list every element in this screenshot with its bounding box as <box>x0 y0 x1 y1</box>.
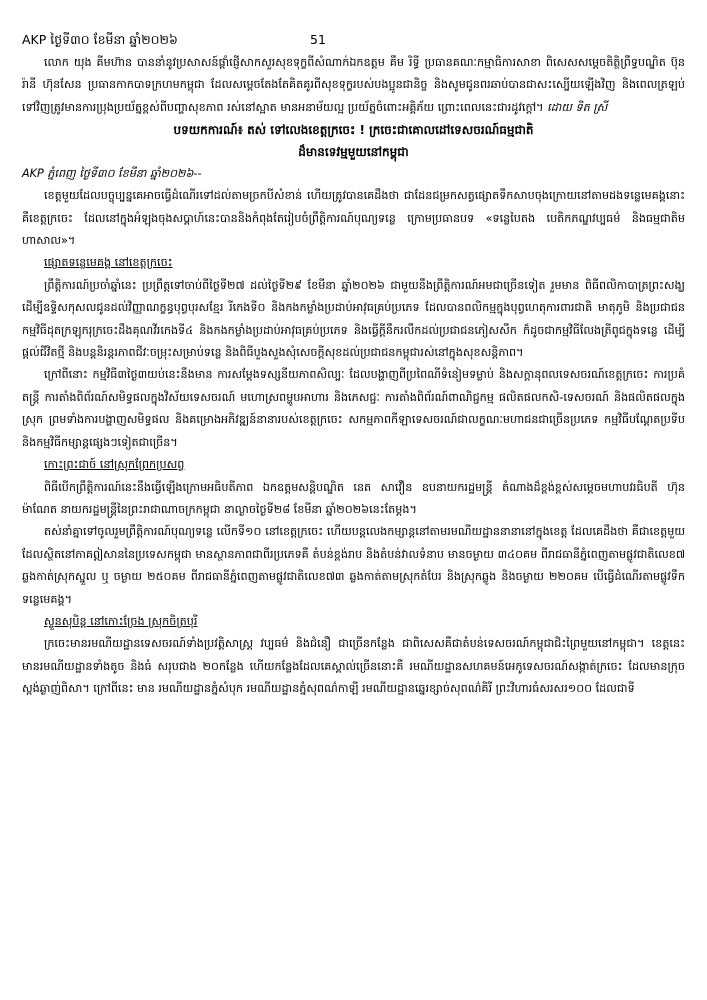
article-dateline: AKP ភ្នំពេញ ថ្ងៃទី៣០ ខែមីនា ឆ្នាំ២០២៦-- <box>22 167 202 181</box>
photo-caption-2: កោះព្រះជាច៍ នៅស្រុកព្រែកប្រសព្វ <box>44 458 185 472</box>
byline: ដោយ ទិត ស្រី <box>547 100 608 114</box>
article-paragraph-5: តស់នាំគ្នាទៅចូលរួមព្រឹត្តិការណ៍បុណ្យទន្លេ លើកទី១០ នៅខេត្តក្រចេះ ហើយបន្តលេងកម្សាន្តនៅតាមរមណីយដ្ឋាននានានៅក្នុងខេត្ត ដែលគេដឹងថា គឺជាខេត្តមួយដែលស្ថិតនៅភាគឦសាននៃប្រទេសកម្ពុជា មានស្ថានភាពជាពីរប្រភេទគឺ តំបន់ខ្ពង់រាប និងតំបន់វាលទំនាប មានចម្ងាយ ៣៤០គម ពីរាជធានីភ្នំពេញតាមផ្លូវជាតិលេខ៧ ឆ្លងកាត់ស្រុកស្នួល ឬ ចម្ងាយ ២៥០គម ពីរាជធានីភ្នំពេញតាមផ្លូវជាតិលេខ៧៣ ឆ្លងកាត់តាមស្រុកតំបែរ និងស្រុកឆ្លូង និងចម្ងាយ ២២០គម បើធ្វើដំណើរតាមផ្លូវទឹកទន្លេមេគង្គ។ <box>22 525 685 606</box>
article-paragraph-1: ខេត្តមួយដែលបច្ចុប្បន្នគេអាចធ្វើដំណើរទៅដល់តាមច្រកបីសំខាន់ ហើយត្រូវបានគេដឹងថា ជាដែនជម្រកសត្វផ្សោតទឹកសាបចុងក្រោយនៅតាមដងទន្លេមេគង្គនោះ គឺខេត្តក្រចេះ ដែលនៅក្នុងអំឡុងចុងសប្ដាហ៍នេះបាននិងកំពុងតែរៀបចំព្រឹត្តិការណ៍បុណ្យទន្លេ ក្រោមប្រធានបទ «ទន្លេបៃតង បេតិកភណ្ឌវប្បធម៌ និងធម្មជាតិមហាសាល»។ <box>22 189 685 248</box>
intro-paragraph <box>22 52 685 119</box>
article-paragraph-3: ក្រៅពីនោះ កម្មវិធី៣ថ្ងៃ៣យប់នេះនឹងមាន ការសម្ដែងទស្សនីយភាពសិល្បៈ ដែលបង្ហាញពីប្រពៃណីទំនៀមទម្លាប់ និងសក្ដានុពលទេសចរណ៍ខេត្តក្រចេះ ការប្រគំតន្ត្រី ការតាំងពិព័រណ៍សមិទ្ធផលក្នុងវិស័យទេសចរណ៍ មហោស្រពម្ហូបអាហារ និងភេសជ្ជៈ ការតាំងពិព័រណ៍ពាណិជ្ជកម្ម ផលិតផលកសិ-ទេសចរណ៍ និងផលិតផលក្នុងស្រុក ព្រមទាំងការបង្ហាញសមិទ្ធផល និងគម្រោងអភិវឌ្ឍន៍នានារបស់ខេត្តក្រចេះ សកម្មភាពកីឡាទេសចរណ៍ជាលក្ខណៈមហាជនជាច្រើនប្រភេទ កម្មវិធីបណ្ដែតប្រទីប និងកម្មវិធីកម្សាន្តផ្សេងៗទៀតជាច្រើន។ <box>22 368 685 449</box>
article-headline-line-2: ដ៏មានទេវម្មមួយនៅកម្ពុជា <box>298 145 409 160</box>
intro-text: លោក យុង គីមហ៊ាន បាននាំនូវប្រសាសន៍ផ្ដាំផ្ញើសាកសួរសុខទុក្ខពីសំណាក់ឯកឧត្តម គឹម រិទ្ធី ប្រធានគណៈកម្មាធិការសាខា ពិសេសសម្ដេចតិត្ថិព្រឹទ្ធបណ្ឌិត ប៊ុន រ៉ានី ហ៊ុនសែន ប្រធានកាកបាទក្រហមកម្ពុជា ដែលសម្ដេចតែងតែគិតគូរពីសុខទុក្ខរបស់បងប្អូនជានិច្ច និងសូមជូនពរឆាប់បានជាសះស្បើយឡើងវិញ និងពេលត្រឡប់ទៅវិញត្រូវមានការប្រុងប្រយ័ត្នខ្ពស់ពីបញ្ហាសុខភាព រស់នៅស្អាត មានអនាម័យល្អ ប្រយ័ត្នចំពោះអគ្គិភ័យ ព្រោះពេលនេះជារដូវក្ដៅ។ <box>22 56 685 114</box>
photo-caption-1: ផ្សោតទន្លេមេគង្គ នៅខេត្តក្រចេះ <box>44 256 173 270</box>
article-headline-line-1: បទយកការណ៍៖ តស់ ទៅលេងខេត្តក្រចេះ ! ក្រចេះជាគោលដៅទេសចរណ៍ធម្មជាតិ <box>173 123 534 138</box>
page-header <box>22 28 685 52</box>
page-number: 51 <box>310 32 326 47</box>
header-date: AKP ថ្ងៃទី៣០ ខែមីនា ឆ្នាំ២០២៦ <box>22 32 178 47</box>
article-paragraph-6: ក្រចេះមានរមណីយដ្ឋានទេសចរណ៍ទាំងប្រវត្តិសាស្ត្រ វប្បធម៌ និងជំនឿ ជាច្រើនកន្លែង ជាពិសេសគឺជាតំបន់ទេសចរណ៍កម្ពុជាជិះព្រៃមួយនៅកម្ពុជា។ ខេត្តនេះ មានរមណីយដ្ឋានទាំងតូច និងធំ សរុបជាង ២០កន្លែង ហើយកន្លែងដែលគេស្គាល់ច្រើននោះគឺ រមណីយដ្ឋានសហគមន៍អេកូទេសចរណ៍សង្កាត់ក្រចេះ ដែលមានក្រុចស្ពង់ឆ្ងាញ់ពិសា។ ក្រៅពីនេះ មាន រមណីយដ្ឋានភ្នំសំបុក រមណីយដ្ឋានភ្នំសុពណ៌កាឡី រមណីយដ្ឋានឆ្នេរខ្សាច់សុពណ៌គិរី ព្រះវិហារធំសរសរ១០០ ដែលជាទី <box>22 637 685 696</box>
photo-caption-3: ស្ទួនសុបិន្ត នៅកោះច្រែង ស្រុកចិត្របុរី <box>44 614 198 628</box>
article-paragraph-4: ពិធីបើកព្រឹត្តិការណ៍នេះនឹងធ្វើឡើងក្រោមអធិបតីភាព ឯកឧត្តមសន្តិបណ្ឌិត នេត សាវឿន ឧបនាយករដ្ឋមន្ត្រី តំណាងដ៏ខ្ពង់ខ្ពស់សម្ដេចមហាបវរធិបតី ហ៊ុន ម៉ាណែត នាយករដ្ឋមន្ត្រីនៃព្រះរាជាណាចក្រកម្ពុជា នាល្ងាចថ្ងៃទី២៨ ខែមីនា ឆ្នាំ២០២៦នេះតែម្ដង។ <box>22 480 685 516</box>
article-paragraph-2: ព្រឹត្តិការណ៍ប្រចាំឆ្នាំនេះ ប្រព្រឹត្តទៅចាប់ពីថ្ងៃទី២៧ ដល់ថ្ងៃទី២៩ ខែមីនា ឆ្នាំ២០២៦ ជាមួយនឹងព្រឹត្តិការណ៍អមជាច្រើនទៀត រួមមាន ពិធីពលិកាបាត្រព្រះសង្ឃដើម្បីឧទ្ទិសកុសលជូនដល់វិញ្ញាណក្ខន្ធបុព្វបុរសខ្មែរ រីកេងទី០ និងកងកម្លាំងប្រដាប់អាវុធគ្រប់ប្រភេទ ដែលបានពលិកម្មក្នុងបុព្វហេតុការពារជាតិ មាតុភូមិ និងប្រជាជន កម្មវិធីដុតក្រឡុករុក្រចេះដឹងគុណវីរកេងទី៤ និងកងកម្លាំងប្រដាប់អាវុធគ្រប់ប្រភេទ និងធ្វើក្តីនឹករលឹកដល់ប្រជាជនភៀសសឹក ក៏ដូចជាកម្មវិធីលែងត្រីពូជក្នុងទន្លេ ដើម្បីផ្ដល់ជីវិតថ្មី និងបន្តនិរន្តរភាពជីវៈចម្រុះសម្រាប់ទន្លេ និងពិធីបួងសួងសុំសេចក្ដីសុខដល់ប្រជាជនកម្ពុជារស់នៅក្នុងសុខសន្តិភាព។ <box>22 278 685 360</box>
